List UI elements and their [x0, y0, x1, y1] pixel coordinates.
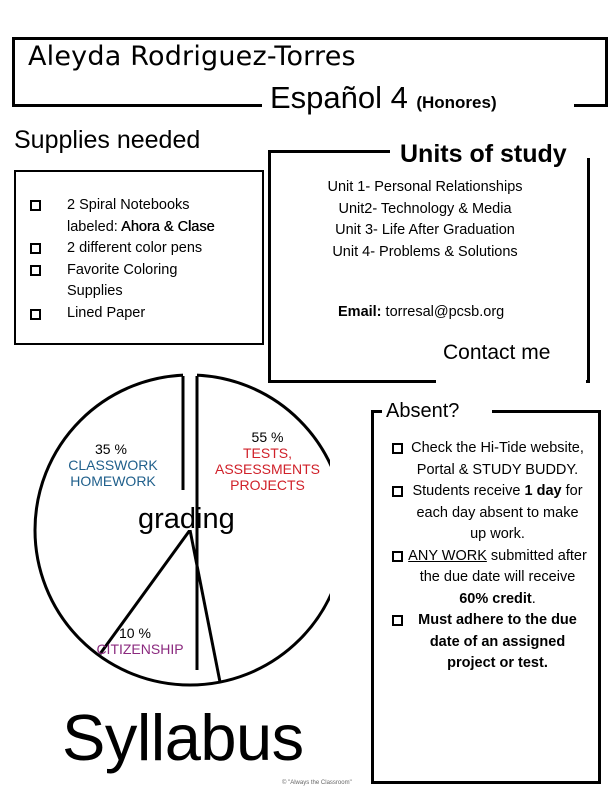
segment-percent: 35 % — [95, 441, 127, 457]
absent-item — [392, 481, 587, 546]
units-list — [290, 177, 560, 263]
contact-title: Contact me — [443, 341, 551, 364]
supply-text: Lined Paper — [67, 304, 146, 321]
pie-segment-10 — [85, 625, 195, 657]
absent-item — [392, 610, 587, 675]
syllabus-title: Syllabus — [62, 701, 304, 774]
supply-item — [30, 260, 250, 303]
course-title — [270, 80, 497, 116]
segment-label: ASSESSMENTS — [214, 461, 321, 477]
grading-title: grading — [138, 503, 235, 535]
absent-item-text: Must adhere to the due date of an assigned project or test. — [418, 612, 577, 671]
supply-text: labeled: — [67, 218, 122, 235]
unit-item: Unit 4- Problems & Solutions — [332, 243, 518, 260]
checkbox-icon — [30, 265, 41, 276]
pie-segment-35 — [58, 441, 168, 489]
checkbox-icon — [392, 486, 403, 497]
segment-percent: 55 % — [251, 429, 284, 445]
segment-label: PROJECTS — [230, 477, 305, 493]
segment-label: CITIZENSHIP — [96, 641, 184, 657]
segment-label: CLASSWORK — [68, 457, 158, 473]
supply-text: 2 different color pens — [67, 240, 203, 256]
pie-segment-55 — [205, 429, 330, 493]
absent-item-text-bold: 60% credit — [459, 590, 532, 607]
absent-item-text-bold: 1 day — [524, 483, 562, 499]
unit-item: Unit 3- Life After Graduation — [335, 222, 515, 238]
checkbox-icon — [30, 309, 41, 320]
segment-label: TESTS, — [242, 445, 292, 461]
supply-item — [30, 238, 250, 260]
supply-text: 2 Spiral Notebooks — [67, 197, 190, 213]
email-value[interactable]: torresal@pcsb.org — [385, 304, 505, 320]
checkbox-icon — [392, 443, 403, 454]
email-label: Email: — [338, 304, 382, 320]
absent-item-text: for each day absent to make up work. — [416, 483, 583, 542]
honors-label: (Honores) — [416, 93, 497, 112]
checkbox-icon — [30, 243, 41, 254]
supply-text: Supplies — [67, 283, 123, 299]
segment-label: HOMEWORK — [70, 473, 156, 489]
absent-item-text: . — [531, 590, 536, 607]
checkbox-icon — [392, 551, 403, 562]
absent-title: Absent? — [386, 400, 460, 422]
absent-list — [392, 438, 587, 675]
unit-item: Unit 1- Personal Relationships — [327, 179, 523, 195]
supply-item — [30, 195, 250, 238]
units-title: Units of study — [400, 140, 567, 168]
absent-item — [392, 546, 587, 611]
absent-item-text: submitted after the due date will receive — [419, 547, 587, 585]
supplies-list — [30, 195, 250, 324]
supply-text-bold: Ahora & Clase — [121, 218, 215, 235]
credit-text: © "Always the Classroom" — [282, 780, 352, 786]
email-line — [338, 304, 504, 320]
absent-item-text: Students receive — [412, 483, 525, 499]
segment-percent: 10 % — [119, 625, 151, 641]
checkbox-icon — [30, 200, 41, 211]
absent-item — [392, 438, 587, 481]
absent-item-text: Check the Hi-Tide website, Portal & STUDY BUDDY. — [411, 440, 584, 478]
contact-title-gap — [436, 372, 586, 386]
supplies-title: Supplies needed — [14, 126, 201, 154]
absent-item-text-underline: ANY WORK — [408, 547, 487, 564]
course-name: Español 4 — [270, 80, 408, 115]
header-name: Aleyda Rodriguez-Torres — [28, 41, 356, 72]
checkbox-icon — [392, 615, 403, 626]
supply-text: Favorite Coloring — [67, 261, 178, 278]
supply-item — [30, 303, 250, 325]
unit-item: Unit2- Technology & Media — [338, 200, 512, 217]
